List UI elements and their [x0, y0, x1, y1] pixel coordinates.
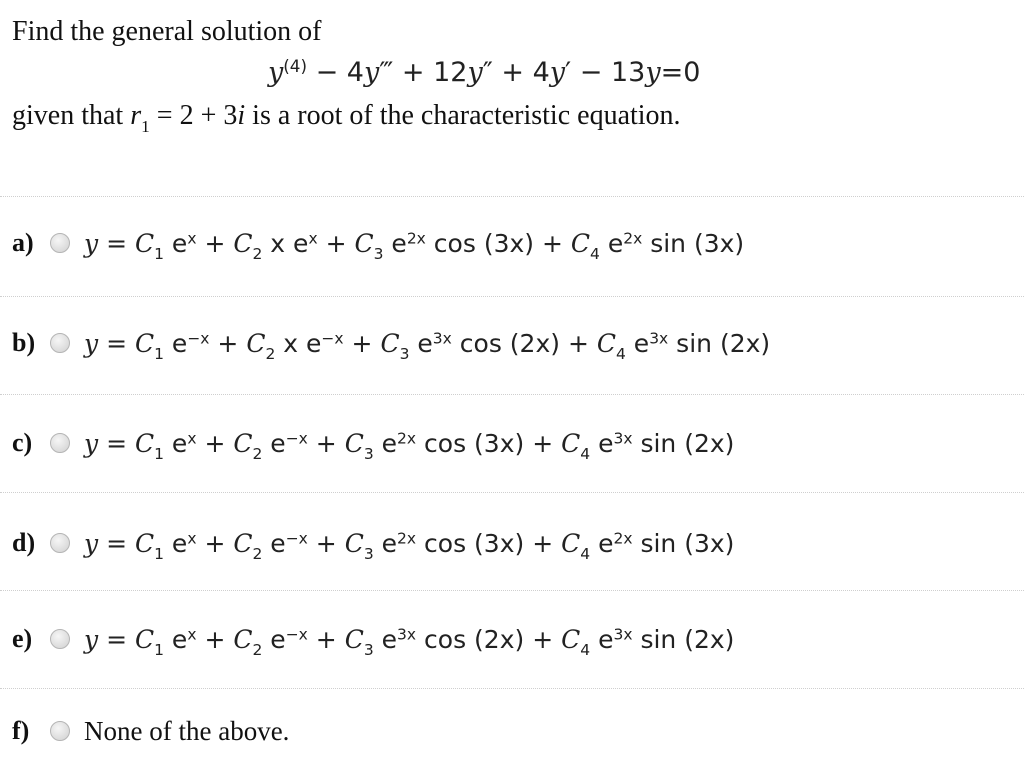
- option-formula: $y = C_1$ $e^{-x} + C_2$ x $e^{-x} + C_3$ $e^{3x}$ $\cos (2x) + C_4$ $e^{3x}$ sin (2x): [84, 328, 771, 363]
- option-c[interactable]: [12, 418, 734, 468]
- option-b[interactable]: [12, 318, 770, 368]
- radio-button[interactable]: [50, 629, 70, 649]
- radio-button[interactable]: [50, 333, 70, 353]
- divider: [0, 492, 1024, 493]
- option-letter: f): [12, 716, 30, 745]
- option-letter: b): [12, 328, 36, 357]
- option-e[interactable]: [12, 614, 734, 664]
- differential-equation: $y^{(4)}$ − 4y‴ + 12y″ + 4y′ − 13y=0: [268, 55, 701, 88]
- divider: [0, 196, 1024, 197]
- question-intro: Find the general solution of: [12, 16, 322, 47]
- option-letter: a): [12, 228, 34, 257]
- option-letter: e): [12, 624, 33, 653]
- question-condition: given that $r_1 = 2 + 3i$ is a root of the characteristic equation.: [12, 100, 681, 136]
- option-letter: c): [12, 428, 33, 457]
- option-a[interactable]: [12, 218, 744, 268]
- option-text: None of the above.: [84, 715, 290, 746]
- divider: [0, 590, 1024, 591]
- option-formula: $y = C_1$ $e^x + C_2$ $e^{-x} + C_3$ $e^{2x}$ $\cos (3x) + C_4$ $e^{3x}$ sin (2x): [84, 428, 735, 463]
- divider: [0, 688, 1024, 689]
- option-formula: $y = C_1$ $e^x + C_2$ x $e^x + C_3$ $e^{2x}$ $\cos (3x) + C_4$ $e^{2x}$ sin (3x): [84, 228, 745, 263]
- radio-button[interactable]: [50, 721, 70, 741]
- divider: [0, 394, 1024, 395]
- option-d[interactable]: [12, 518, 734, 568]
- divider: [0, 296, 1024, 297]
- radio-button[interactable]: [50, 233, 70, 253]
- option-formula: $y = C_1$ $e^x + C_2$ $e^{-x} + C_3$ $e^{3x}$ $\cos (2x) + C_4$ $e^{3x}$ sin (2x): [84, 624, 735, 659]
- option-f[interactable]: [12, 706, 289, 756]
- option-letter: d): [12, 528, 36, 557]
- option-formula: $y = C_1$ $e^x + C_2$ $e^{-x} + C_3$ $e^{2x}$ $\cos (3x) + C_4$ $e^{2x}$ sin (3x): [84, 528, 735, 563]
- radio-button[interactable]: [50, 533, 70, 553]
- radio-button[interactable]: [50, 433, 70, 453]
